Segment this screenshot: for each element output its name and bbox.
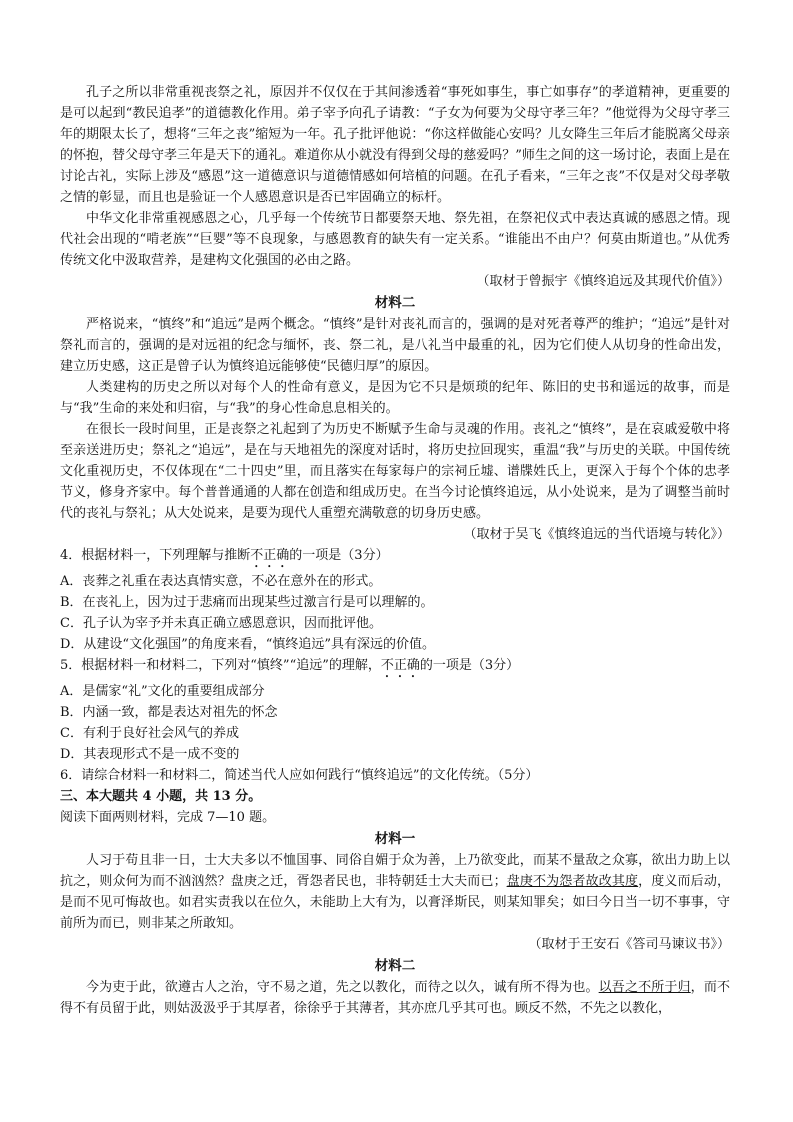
- question-4-stem: [60, 545, 730, 571]
- q5-stem-emphasis: 不正确: [380, 658, 420, 673]
- material2-paragraph-2: 人类建构的历史之所以对每个人的性命有意义，是因为它不只是烦琐的纪年、陈旧的史书和遥远的故事，而是与“我”生命的来处和归宿，与“我”的身心性命息息相关的。: [60, 380, 730, 416]
- question-5-stem: [60, 655, 730, 681]
- q4-option-a: A．丧葬之礼重在表达真情实意，不必在意外在的形式。: [60, 574, 382, 589]
- document-page: [60, 82, 730, 1019]
- section3-material1-source: （取材于王安石《答司马谏议书》）: [528, 937, 730, 952]
- q5-stem-a: 5．根据材料一和材料二，下列对“慎终”“追远”的理解，: [60, 658, 381, 673]
- s3m1-text-a: 人习于苟且非一日，士大夫多以不恤国事、同俗自媚于众为善，上乃欲变此，而某不量敌之众寡，欲出力助上以抗之，则众何为而不汹汹然？盘庚之迁，胥怨者民也，非特朝廷士大夫而已；: [60, 853, 730, 889]
- material2-title: 材料二: [374, 295, 416, 311]
- q4-option-c: C．孔子认为宰予并未真正确立感恩意识，因而批评他。: [60, 616, 382, 631]
- q5-stem-b: 的一项是（3分）: [419, 658, 520, 673]
- q4-stem-a: 4．根据材料一，下列理解与推断: [60, 548, 251, 563]
- section3-material1-paragraph: [60, 850, 730, 934]
- section-3-intro: 阅读下面两则材料，完成 7—10 题。: [60, 810, 276, 825]
- s3m1-underlined-sentence: 盘庚不为怨者故改其度: [506, 874, 639, 889]
- q4-option-b: B．在丧礼上，因为过于悲痛而出现某些过激言行是可以理解的。: [60, 595, 434, 610]
- s3m2-text-a: 今为吏于此，欲遵古人之治，守不易之道，先之以教化，而待之以久，诚有所不得为也。: [86, 980, 599, 995]
- material1-paragraph-1: 孔子之所以非常重视丧祭之礼，原因并不仅仅在于其间渗透着“事死如事生，事亡如事存”的孝道精神，更重要的是可以起到“教民追孝”的道德教化作用。弟子宰予向孔子请教：“子女为何要为父母守孝三年？”他觉得为父母守孝三年的期限太长了，想将“三年之丧”缩短为一年。孔子批评他说：“你这样做能心安吗？儿女降生三年后才能脱离父母亲的怀抱，替父母守孝三年是天下的通礼。难道你从小就没有得到父母的慈爱吗？”师生之间的这一场讨论，表面上是在讨论古礼，实际上涉及“感恩”这一道德意识与道德情感如何培植的问题。在孔子看来，“三年之丧”不仅是对父母孝敬之情的彰显，而且也是验证一个人感恩意识是否已牢固确立的标杆。: [60, 85, 730, 205]
- s3m1-text-b: ，度义而后动，是而不见可悔故也。如君实责我以在位久，未能助上大有为，以膏泽斯民，则某知罪矣；如曰今日当一切不事事，守前所为而已，则非某之所敢知。: [60, 874, 730, 931]
- material2-source: （取材于吴飞《慎终追远的当代语境与转化》）: [463, 527, 730, 542]
- q5-option-a: A．是儒家“礼”文化的重要组成部分: [60, 684, 265, 699]
- material2-paragraph-1: 严格说来，“慎终”和“追远”是两个概念。“慎终”是针对丧礼而言的，强调的是对死者尊严的维护；“追远”是针对祭礼而言的，强调的是对远祖的纪念与缅怀，丧、祭二礼，是八礼当中最重的礼，因为它们使人从切身的性命出发，建立历史感，这正是曾子认为慎终追远能够使“民德归厚”的原因。: [60, 317, 730, 374]
- section3-material1-title: 材料一: [374, 831, 416, 847]
- question-6: 6．请综合材料一和材料二，简述当代人应如何践行“慎终追远”的文化传统。（5分）: [60, 768, 539, 783]
- q4-option-d: D．从建设“文化强国”的角度来看，“慎终追远”具有深远的价值。: [60, 637, 436, 652]
- section3-material2-title: 材料二: [374, 958, 416, 974]
- q5-option-d: D．其表现形式不是一成不变的: [60, 747, 240, 762]
- q4-stem-b: 的一项是（3分）: [289, 548, 389, 563]
- material1-paragraph-2: 中华文化非常重视感恩之心，几乎每一个传统节日都要祭天地、祭先祖，在祭祀仪式中表达真诚的感恩之情。现代社会出现的“啃老族”“巨婴”等不良现象，与感恩教育的缺失有一定关系。“谁能出不由户？何莫由斯道也。”从优秀传统文化中汲取营养，是建构文化强国的必由之路。: [60, 211, 730, 268]
- q5-option-c: C．有利于良好社会风气的养成: [60, 726, 239, 741]
- s3m2-underlined-sentence: 以吾之不所于归: [598, 980, 691, 995]
- q4-stem-emphasis: 不正确: [250, 548, 290, 563]
- q5-option-b: B．内涵一致，都是表达对祖先的怀念: [60, 705, 278, 720]
- material1-source: （取材于曾振宇《慎终追远及其现代价值》）: [476, 274, 730, 289]
- material2-paragraph-3: 在很长一段时间里，正是丧祭之礼起到了为历史不断赋予生命与灵魂的作用。丧礼之“慎终”，是在哀戚爱敬中将至亲送进历史；祭礼之“追远”，是在与天地祖先的深度对话时，将历史拉回现实，重温“我”与历史的关联。中国传统文化重视历史，不仅体现在“二十四史”里，而且落实在每家每户的宗祠丘墟、谱牒姓氏上，更深入于每个个体的忠孝节义，修身齐家中。每个普普通通的人都在创造和组成历史。在当今讨论慎终追远，从小处说来，是为了调整当前时代的丧礼与祭礼；从大处说来，是要为现代人重塑充满敬意的切身历史感。: [60, 422, 730, 521]
- s3m2-text-b: ，而不得不有员留于此，则姑汲汲乎于其厚者，徐徐乎于其薄者，其亦庶几乎其可也。顾反不然，不先之以教化，: [60, 980, 730, 1016]
- section3-material2-paragraph: [60, 977, 730, 1019]
- section-3-title: 三、本大题共 4 小题，共 13 分。: [60, 789, 262, 804]
